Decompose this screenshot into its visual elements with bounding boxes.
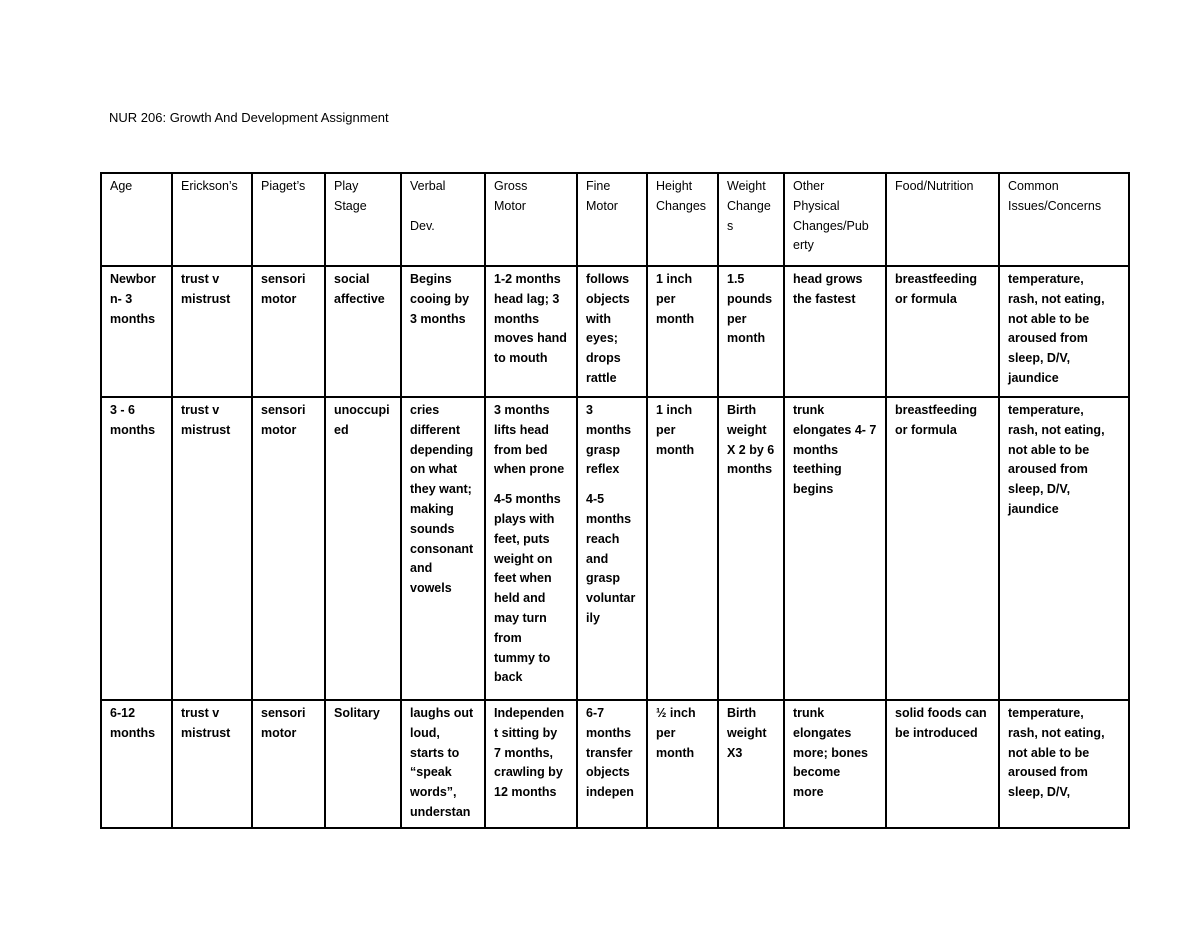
food-nutrition-cell [886, 700, 999, 828]
piaget-cell [252, 700, 325, 828]
cell-text-line: jaundice [1008, 370, 1059, 385]
fine-motor-block [586, 490, 638, 629]
cell-text-line: head lag; 3 [494, 291, 560, 306]
cell-text-line: elongates [793, 725, 852, 740]
cell-text-line: Motor [494, 198, 526, 213]
cell-text-line: be introduced [895, 725, 978, 740]
cell-text-line: weight [727, 422, 767, 437]
cell-text-line: unoccupi [334, 403, 390, 417]
cell-text-line: mistrust [181, 422, 231, 437]
cell-text-line: 3 [586, 403, 593, 417]
cell-text-line: motor [261, 422, 297, 437]
cell-text-line: 4-5 months [494, 492, 561, 507]
cell-text-line: per [656, 291, 676, 306]
cell-text-line: per [656, 725, 676, 740]
header-cell [325, 173, 401, 266]
play-stage-cell [325, 397, 401, 700]
header-cell [886, 173, 999, 266]
fine-motor-cell [577, 397, 647, 700]
cell-text-line: per [727, 311, 747, 326]
cell-text-line: Issues/Concerns [1008, 198, 1102, 213]
cell-text-line: 3 months [494, 403, 550, 417]
cell-text-line: grasp [586, 442, 621, 457]
cell-text-line: s [727, 218, 734, 233]
cell-text-line: reflex [586, 462, 620, 477]
header-cell [577, 173, 647, 266]
play-stage-cell [325, 266, 401, 397]
cell-text-line: breastfeeding [895, 272, 977, 286]
cell-text-line: more [793, 785, 824, 800]
verbal-dev-cell [401, 397, 485, 700]
cell-text-line: 12 months [494, 785, 557, 800]
table-row [101, 397, 1129, 700]
fine-motor-block [586, 401, 638, 480]
cell-text-line: weight [727, 725, 767, 740]
cell-text-line: not able to be [1008, 442, 1090, 457]
cell-text-line: n- 3 [110, 291, 133, 306]
cell-text-line: Begins [410, 272, 452, 286]
cell-text-line: Solitary [334, 706, 380, 720]
cell-text-line: cries [410, 403, 440, 417]
cell-text-line: eyes; [586, 331, 618, 346]
cell-text-line: and [410, 561, 433, 576]
gross-motor-block [494, 490, 568, 688]
cell-text-line: X3 [727, 745, 743, 760]
cell-text-line: objects [586, 291, 630, 306]
cell-text-line: aroused from [1008, 331, 1088, 346]
cell-text-line: weight on [494, 551, 553, 566]
age-cell [101, 266, 172, 397]
cell-text-line: trust v [181, 272, 220, 286]
cell-text-line: Erickson’s [181, 179, 238, 193]
cell-text-line: month [656, 311, 695, 326]
cell-text-line: Gross [494, 179, 528, 193]
gross-motor-cell [485, 266, 577, 397]
cell-text-line: Motor [586, 198, 618, 213]
height-changes-cell [647, 397, 718, 700]
cell-text-line: month [727, 331, 766, 346]
cell-text-line: rattle [586, 370, 617, 385]
cell-text-line: indepen [586, 785, 634, 800]
cell-text-line: trunk [793, 706, 825, 720]
cell-text-line: cooing by [410, 291, 470, 306]
cell-text-line: months [727, 462, 773, 477]
header-cell [252, 173, 325, 266]
cell-text-line: from bed [494, 442, 548, 457]
erickson-cell [172, 700, 252, 828]
cell-text-line: solid foods can [895, 706, 987, 720]
cell-text-line: sensori [261, 403, 306, 417]
cell-text-line: ½ inch [656, 706, 696, 720]
cell-text-line: and [586, 551, 609, 566]
cell-text-line: feet when [494, 571, 552, 586]
document-title: NUR 206: Growth And Development Assignment [109, 110, 389, 125]
other-physical-cell [784, 700, 886, 828]
age-cell [101, 700, 172, 828]
cell-text-line: sleep, D/V, [1008, 351, 1071, 366]
cell-text-line: crawling by [494, 765, 563, 780]
cell-text-line: sounds [410, 521, 455, 536]
cell-text-line: Changes/Pub [793, 218, 869, 233]
cell-text-line: mistrust [181, 725, 231, 740]
common-issues-cell [999, 266, 1129, 397]
cell-text-line: affective [334, 291, 385, 306]
cell-text-line: temperature, [1008, 403, 1084, 417]
erickson-cell [172, 266, 252, 397]
cell-text-line: sensori [261, 272, 306, 286]
cell-text-line: months [586, 511, 632, 526]
cell-text-line: 3 months [410, 311, 466, 326]
table-header-row [101, 173, 1129, 266]
cell-text-line [410, 197, 476, 217]
cell-text-line: rash, not eating, [1008, 291, 1105, 306]
table-row [101, 700, 1129, 828]
cell-text-line: from [494, 630, 522, 645]
cell-text-line: not able to be [1008, 745, 1090, 760]
cell-text-line: sensori [261, 706, 306, 720]
cell-text-line: months [494, 311, 540, 326]
cell-text-line: or formula [895, 422, 957, 437]
cell-text-line: Independen [494, 706, 565, 720]
cell-text-line: erty [793, 238, 814, 253]
cell-text-line: 6-12 [110, 706, 136, 720]
cell-text-line: more; bones [793, 745, 869, 760]
cell-text-line: months [110, 311, 156, 326]
cell-text-line: consonant [410, 541, 474, 556]
fine-motor-cell [577, 700, 647, 828]
cell-text-line: to mouth [494, 351, 548, 366]
cell-text-line: Dev. [410, 218, 435, 233]
cell-text-line: sleep, D/V, [1008, 482, 1071, 497]
cell-text-line: words”, [410, 785, 457, 800]
cell-text-line: pounds [727, 291, 773, 306]
cell-text-line: Changes [656, 198, 707, 213]
cell-text-line: jaundice [1008, 501, 1059, 516]
cell-text-line: Weight [727, 179, 766, 193]
cell-text-line: rash, not eating, [1008, 725, 1105, 740]
cell-text-line: sleep, D/V, [1008, 785, 1071, 800]
cell-text-line: Other [793, 179, 825, 193]
play-stage-cell [325, 700, 401, 828]
verbal-dev-cell [401, 266, 485, 397]
cell-text-line: months [586, 725, 632, 740]
gross-motor-cell [485, 700, 577, 828]
header-cell [647, 173, 718, 266]
cell-text-line: month [656, 442, 695, 457]
cell-text-line: 4-5 [586, 492, 605, 507]
cell-text-line: Fine [586, 179, 611, 193]
piaget-cell [252, 397, 325, 700]
food-nutrition-cell [886, 266, 999, 397]
cell-text-line: ily [586, 610, 600, 625]
cell-text-line: Height [656, 179, 693, 193]
cell-text-line: when prone [494, 462, 565, 477]
cell-text-line: 1 inch [656, 403, 693, 417]
header-cell [784, 173, 886, 266]
cell-text-line: laughs out [410, 706, 474, 720]
weight-changes-cell [718, 397, 784, 700]
cell-text-line: 3 - 6 [110, 403, 136, 417]
height-changes-cell [647, 700, 718, 828]
cell-text-line: social [334, 272, 370, 286]
cell-text-line: 6-7 [586, 706, 605, 720]
cell-text-line: aroused from [1008, 765, 1088, 780]
erickson-cell [172, 397, 252, 700]
cell-text-line: follows [586, 272, 630, 286]
food-nutrition-cell [886, 397, 999, 700]
cell-text-line: or formula [895, 291, 957, 306]
cell-text-line: transfer [586, 745, 633, 760]
cell-text-line: mistrust [181, 291, 231, 306]
cell-text-line: drops [586, 351, 621, 366]
cell-text-line: grasp [586, 571, 621, 586]
cell-text-line: 7 months, [494, 745, 554, 760]
cell-text-line: month [656, 745, 695, 760]
cell-text-line: head grows [793, 272, 863, 286]
cell-text-line: aroused from [1008, 462, 1088, 477]
cell-text-line: lifts head [494, 422, 549, 437]
cell-text-line: objects [586, 765, 630, 780]
cell-text-line: on what [410, 462, 458, 477]
cell-text-line: Birth [727, 403, 757, 417]
cell-text-line: motor [261, 725, 297, 740]
cell-text-line: elongates 4- 7 [793, 422, 877, 437]
common-issues-cell [999, 700, 1129, 828]
cell-text-line: 1-2 months [494, 272, 561, 286]
cell-text-line: trust v [181, 403, 220, 417]
cell-text-line: months [110, 422, 156, 437]
header-cell [485, 173, 577, 266]
cell-text-line: motor [261, 291, 297, 306]
growth-development-table [100, 172, 1130, 829]
piaget-cell [252, 266, 325, 397]
cell-text-line: Piaget’s [261, 179, 306, 193]
cell-text-line: become [793, 765, 841, 780]
cell-text-line: Newbor [110, 272, 156, 286]
cell-text-line: feet, puts [494, 531, 550, 546]
other-physical-cell [784, 397, 886, 700]
common-issues-cell [999, 397, 1129, 700]
verbal-dev-cell [401, 700, 485, 828]
cell-text-line: Verbal [410, 179, 446, 193]
cell-text-line: understan [410, 804, 471, 819]
cell-text-line: trunk [793, 403, 825, 417]
cell-text-line: voluntar [586, 591, 636, 606]
cell-text-line: Birth [727, 706, 757, 720]
cell-text-line: different [410, 422, 460, 437]
table-row [101, 266, 1129, 397]
cell-text-line: 1 inch [656, 272, 693, 286]
cell-text-line: with [586, 311, 611, 326]
cell-text-line: loud, [410, 725, 440, 740]
cell-text-line: the fastest [793, 291, 856, 306]
cell-text-line: tummy to [494, 650, 551, 665]
cell-text-line: Age [110, 179, 133, 193]
cell-text-line: begins [793, 482, 834, 497]
gross-motor-block [494, 401, 568, 480]
gross-motor-cell [485, 397, 577, 700]
cell-text-line: months [110, 725, 156, 740]
cell-text-line: they want; [410, 482, 472, 497]
header-cell [401, 173, 485, 266]
cell-text-line: held and [494, 591, 546, 606]
cell-text-line: per [656, 422, 676, 437]
cell-text-line: reach [586, 531, 620, 546]
age-cell [101, 397, 172, 700]
cell-text-line: 1.5 [727, 272, 745, 286]
cell-text-line: temperature, [1008, 706, 1084, 720]
cell-text-line: Play [334, 179, 359, 193]
cell-text-line: ed [334, 422, 349, 437]
cell-text-line: plays with [494, 511, 555, 526]
cell-text-line: may turn [494, 610, 547, 625]
cell-text-line: Stage [334, 198, 367, 213]
cell-text-line: Change [727, 198, 771, 213]
cell-text-line: moves hand [494, 331, 567, 346]
cell-text-line: Food/Nutrition [895, 179, 974, 193]
header-cell [101, 173, 172, 266]
fine-motor-cell [577, 266, 647, 397]
cell-text-line: rash, not eating, [1008, 422, 1105, 437]
cell-text-line: trust v [181, 706, 220, 720]
other-physical-cell [784, 266, 886, 397]
cell-text-line: t sitting by [494, 725, 558, 740]
cell-text-line: vowels [410, 581, 452, 596]
cell-text-line: “speak [410, 765, 452, 780]
cell-text-line: Common [1008, 179, 1059, 193]
header-cell [999, 173, 1129, 266]
cell-text-line: months [586, 422, 632, 437]
cell-text-line: months [793, 442, 839, 457]
weight-changes-cell [718, 700, 784, 828]
cell-text-line: temperature, [1008, 272, 1084, 286]
weight-changes-cell [718, 266, 784, 397]
height-changes-cell [647, 266, 718, 397]
header-cell [718, 173, 784, 266]
cell-text-line: making [410, 501, 454, 516]
cell-text-line: teething [793, 462, 842, 477]
cell-text-line: not able to be [1008, 311, 1090, 326]
cell-text-line: Physical [793, 198, 840, 213]
cell-text-line: depending [410, 442, 474, 457]
cell-text-line: starts to [410, 745, 460, 760]
cell-text-line: breastfeeding [895, 403, 977, 417]
header-cell [172, 173, 252, 266]
cell-text-line: X 2 by 6 [727, 442, 775, 457]
cell-text-line: back [494, 670, 523, 685]
